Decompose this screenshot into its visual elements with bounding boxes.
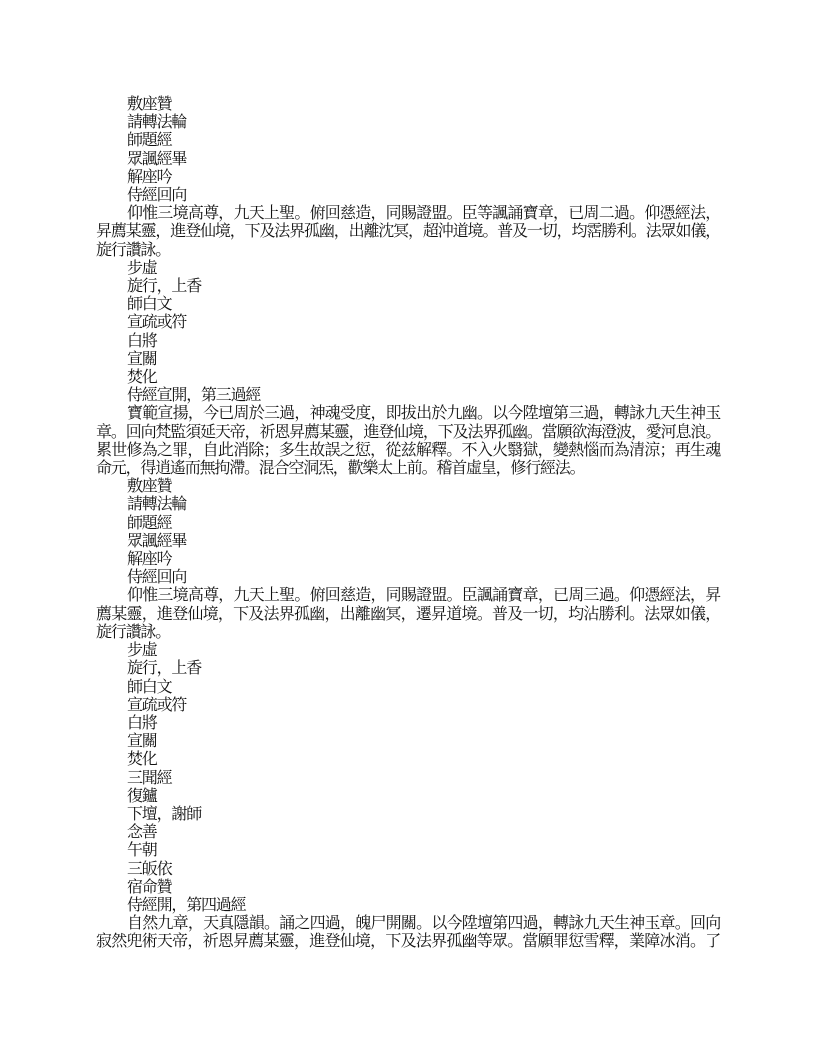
text-line: 焚化 (127, 751, 157, 769)
text-line: 眾諷經畢 (127, 150, 187, 168)
text-block (96, 96, 720, 952)
text-line: 旋行，上香 (127, 660, 202, 678)
text-line: 命元，得逍遙而無拘滯。混合空洞炁，歡樂太上前。稽首虛皇，修行經法。 (96, 460, 585, 478)
text-line: 旋行讚詠。 (96, 623, 171, 641)
text-line: 請轉法輪 (127, 496, 187, 514)
text-line: 三聞經 (127, 769, 172, 787)
text-line: 累世修為之罪，自此消除；多生故誤之愆，從兹解釋。不入火翳獄，變熱惱而為清涼；再生魂 (96, 441, 720, 459)
text-line: 師題經 (127, 514, 172, 532)
text-line: 宣疏或符 (127, 696, 187, 714)
text-line: 仰惟三境高尊，九天上聖。俯回慈造，同賜證盟。臣諷誦寶章，已周三過。仰憑經法，昇 (127, 587, 720, 605)
text-line: 侍經宣開，第三過經 (127, 387, 261, 405)
text-line: 宣關 (127, 733, 157, 751)
text-line: 仰惟三境高尊，九天上聖。俯回慈造，同賜證盟。臣等諷誦寶章，已周二過。仰憑經法， (127, 205, 720, 223)
text-line: 請轉法輪 (127, 114, 187, 132)
text-line: 侍經回向 (127, 569, 187, 587)
text-line: 章。回向梵監須延天帝，祈恩昇薦某靈，進登仙境，下及法界孤幽。當願欲海澄波，愛河息浪。 (96, 423, 720, 441)
text-line: 解座吟 (127, 551, 172, 569)
text-line: 步虛 (127, 259, 157, 277)
text-line: 師白文 (127, 678, 172, 696)
text-line: 三皈依 (127, 860, 172, 878)
text-line: 午朝 (127, 842, 157, 860)
text-line: 敷座贊 (127, 96, 172, 113)
text-line: 白將 (127, 714, 157, 732)
text-line: 下壇，謝師 (127, 805, 202, 823)
text-line: 復鑪 (127, 787, 157, 805)
text-line: 眾諷經畢 (127, 532, 187, 550)
text-line: 步虛 (127, 642, 157, 660)
text-line: 寶範宣揚，今已周於三過，神魂受度，即拔出於九幽。以今陞壇第三過，轉詠九天生神玉 (127, 405, 720, 423)
text-line: 寂然兜術天帝，祈恩昇薦某靈，進登仙境，下及法界孤幽等眾。當願罪愆雪釋，業障冰消。了 (96, 933, 720, 951)
text-line: 敷座贊 (127, 478, 172, 496)
text-line: 念善 (127, 824, 157, 842)
text-line: 自然九章，天真隱韻。誦之四過，魄尸開關。以今陞壇第四過，轉詠九天生神玉章。回向 (127, 915, 720, 933)
text-line: 侍經開，第四過經 (127, 896, 246, 914)
text-line: 宣關 (127, 350, 157, 368)
text-line: 旋行，上香 (127, 278, 202, 296)
text-line: 昇薦某靈，進登仙境，下及法界孤幽，出離沈冥，超沖道境。普及一切，均霑勝利。法眾如儀， (96, 223, 720, 241)
text-line: 師白文 (127, 296, 172, 314)
text-line: 師題經 (127, 132, 172, 150)
text-line: 宿命贊 (127, 878, 172, 896)
text-line: 薦某靈，進登仙境，下及法界孤幽，出離幽冥，遷昇道境。普及一切，均沾勝利。法眾如儀， (96, 605, 720, 623)
text-line: 解座吟 (127, 168, 172, 186)
text-line: 旋行讚詠。 (96, 241, 171, 259)
text-line: 宣疏或符 (127, 314, 187, 332)
text-line: 焚化 (127, 369, 157, 387)
text-line: 白將 (127, 332, 157, 350)
text-line: 侍經回向 (127, 187, 187, 205)
